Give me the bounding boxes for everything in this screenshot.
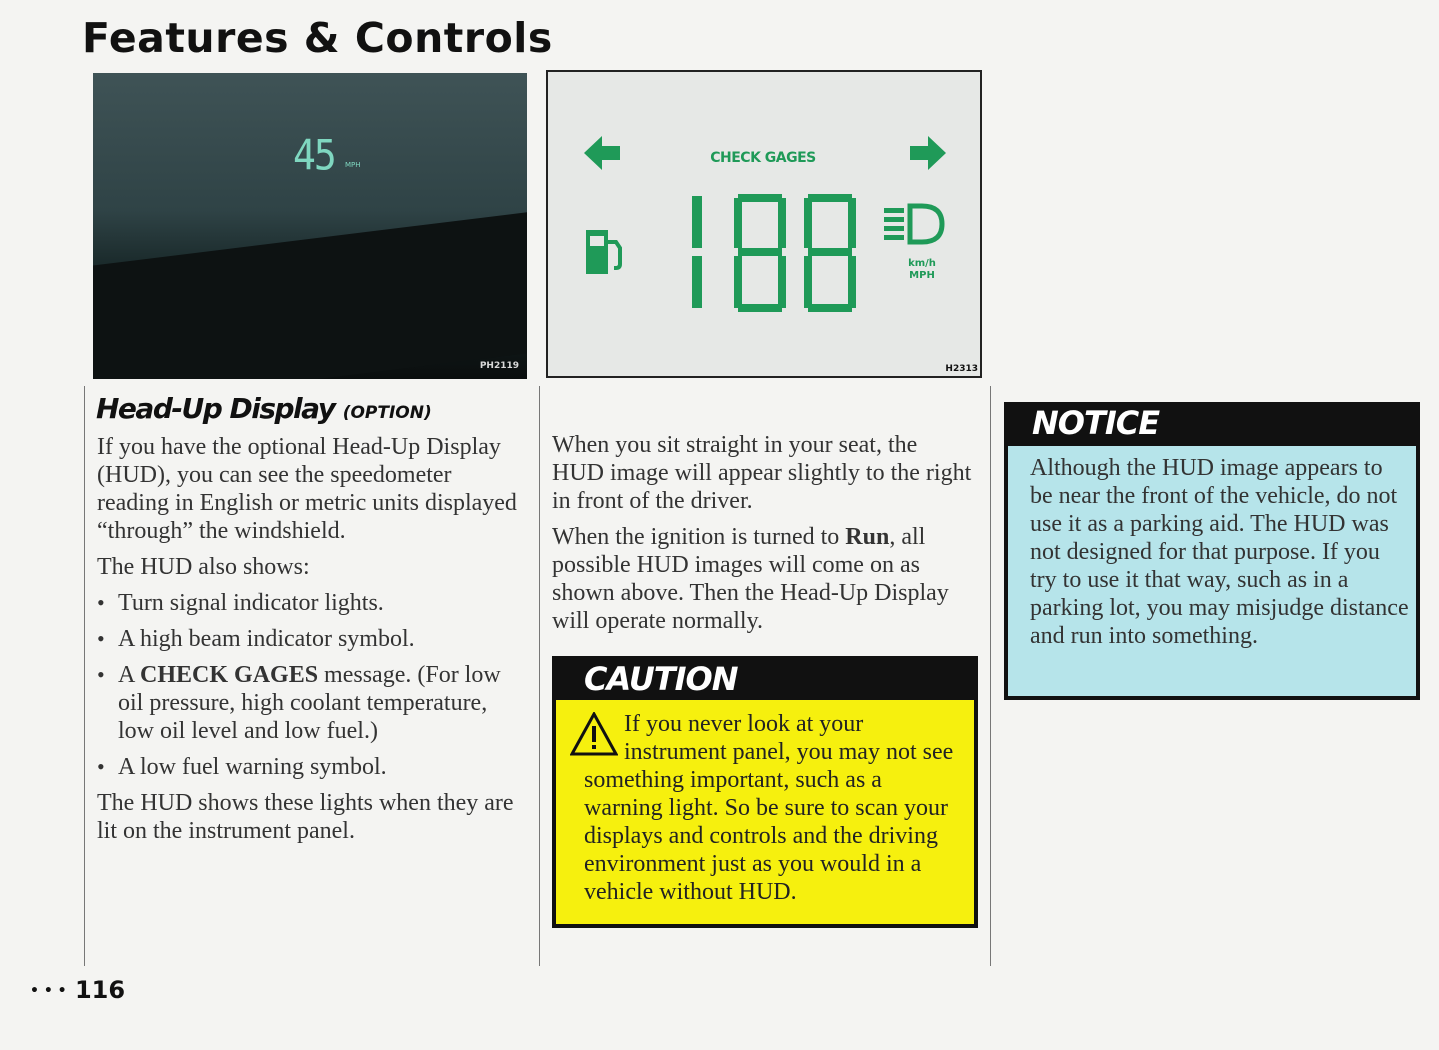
bullet-dot: • (97, 754, 105, 779)
paragraph: When the ignition is turned to Run, all possible HUD images will come on as shown above. Then the Head-Up Display will operate normally. (552, 524, 949, 634)
hud-speed-unit: MPH (345, 161, 361, 169)
heading-text: Head-Up Display (96, 392, 335, 425)
column-rule (990, 386, 991, 966)
caution-text: If you never look at your instrument panel, you may not see something important, such as a warning light. So be sure to scan your displays and controls and the driving environment just as you would in a vehicle without HUD. (584, 710, 964, 906)
bullet-dot: • (97, 626, 105, 651)
list-item: • A high beam indicator symbol. (97, 626, 415, 652)
column-2-text (552, 431, 972, 643)
seven-segment-digits (684, 194, 860, 312)
photo-code: H2313 (945, 364, 978, 374)
bullet-dot: • (97, 590, 105, 615)
speed-unit-indicator (902, 258, 942, 282)
list-item: • Turn signal indicator lights. (97, 590, 384, 616)
list-item: • A low fuel warning symbol. (97, 754, 387, 780)
right-turn-arrow-icon (908, 134, 946, 172)
notice-text: Although the HUD image appears to be near the front of the vehicle, do not use it as a parking aid. The HUD was not designed for that purpose. If you try to use it that way, such as in a parking lot, you may misjudge distance and run into something. (1030, 455, 1409, 649)
notice-title: NOTICE (1032, 404, 1160, 442)
column-1-text (97, 433, 527, 853)
page-number-value: 116 (74, 976, 126, 1004)
paragraph: The HUD shows these lights when they are lit on the instrument panel. (97, 790, 514, 844)
hud-windshield-photo (93, 73, 527, 379)
bullet-dot: • (97, 662, 105, 687)
section-heading (96, 392, 432, 425)
heading-option: (OPTION) (342, 403, 432, 423)
hud-speed-reading: 45 (293, 130, 335, 180)
page-title: Features & Controls (82, 14, 553, 62)
notice-box (1004, 402, 1420, 700)
kmh-label: km/h (908, 258, 936, 269)
photo-code: PH2119 (479, 361, 519, 371)
car-hood-shape (93, 210, 527, 379)
column-rule (539, 386, 540, 966)
check-gages-indicator: CHECK GAGES (710, 150, 816, 166)
caution-title: CAUTION (584, 660, 738, 698)
paragraph: The HUD also shows: (97, 554, 310, 580)
left-turn-arrow-icon (584, 134, 622, 172)
page-dots: • • • (30, 983, 67, 999)
column-rule (84, 386, 85, 966)
fuel-pump-icon (584, 228, 634, 276)
caution-box (552, 656, 978, 928)
warning-triangle-icon (570, 712, 618, 756)
high-beam-icon (882, 202, 946, 246)
hud-display-diagram (546, 70, 982, 378)
caution-body (556, 700, 974, 924)
list-item: • A CHECK GAGES message. (For low oil pressure, high coolant temperature, low oil level and low fuel.) (97, 662, 501, 744)
page-number (30, 976, 125, 1004)
paragraph: If you have the optional Head-Up Display (HUD), you can see the speedometer reading in English or metric units displayed “through” the windshield. (97, 434, 517, 544)
mph-label: MPH (909, 270, 935, 281)
paragraph: When you sit straight in your seat, the HUD image will appear slightly to the right in front of the driver. (552, 432, 972, 514)
notice-body (1008, 446, 1416, 696)
